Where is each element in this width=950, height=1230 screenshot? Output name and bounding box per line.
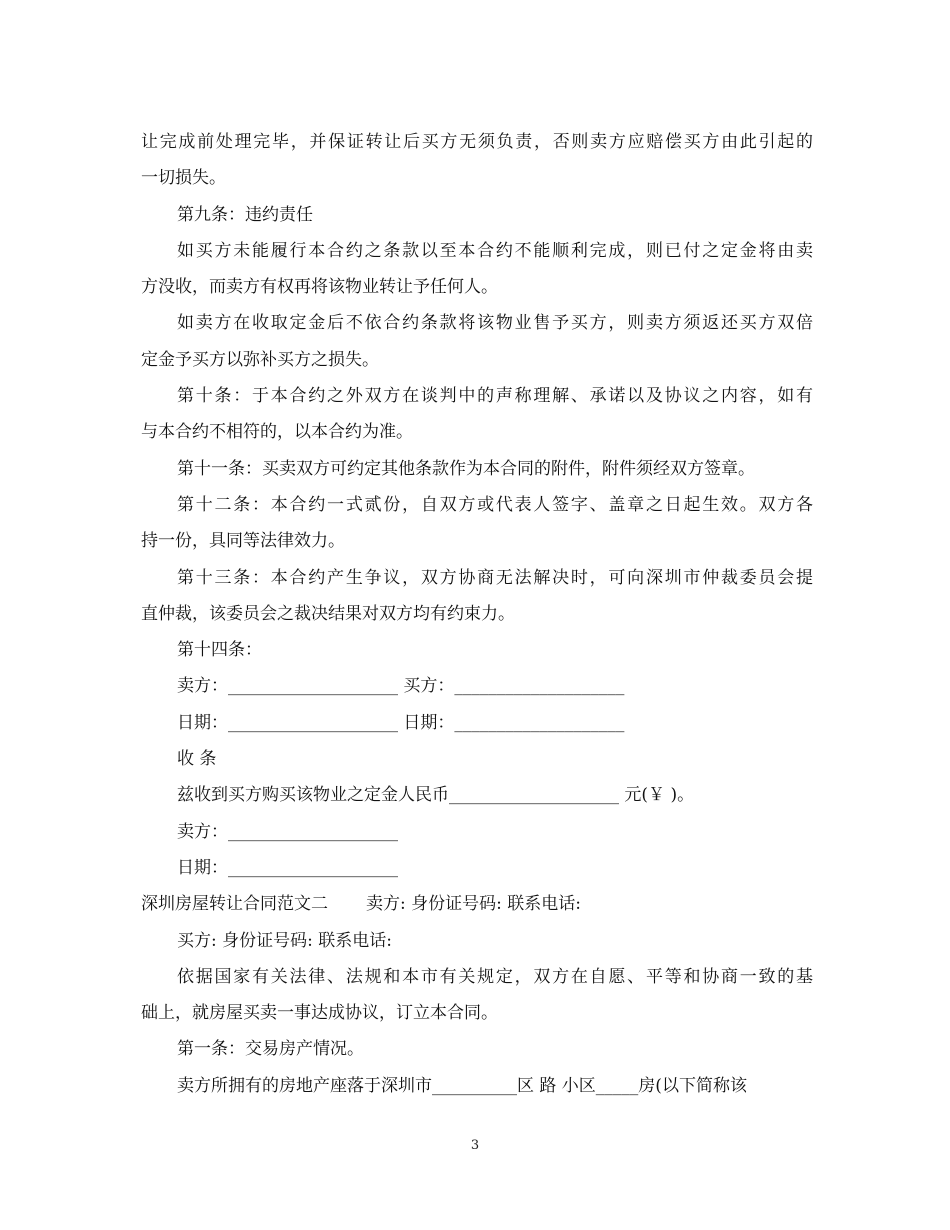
text-line: 与本合约不相符的，以本合约为准。 bbox=[141, 422, 413, 443]
section-title-line bbox=[141, 886, 813, 922]
clause-heading: 第十四条： bbox=[177, 640, 262, 661]
text-line: 卖方所拥有的房地产座落于深圳市__________区 路 小区_____房(以下简称该 bbox=[177, 1075, 747, 1096]
buyer-info: 买方: 身份证号码: 联系电话: bbox=[177, 930, 392, 951]
seller-info: 卖方: 身份证号码: 联系电话: bbox=[366, 894, 581, 915]
text-line: 如卖方在收取定金后不依合约条款将该物业售予买方，则卖方须返还买方双倍 bbox=[177, 313, 813, 334]
text-line: 第十条：于本合约之外双方在谈判中的声称理解、承诺以及协议之内容，如有 bbox=[177, 386, 813, 407]
text-line: 直仲裁，该委员会之裁决结果对双方均有约束力。 bbox=[141, 603, 515, 624]
clause-heading: 第一条：交易房产情况。 bbox=[177, 1039, 364, 1060]
document-body bbox=[141, 124, 813, 1104]
page-number: 3 bbox=[470, 1138, 480, 1153]
text-line: 定金予买方以弥补买方之损失。 bbox=[141, 349, 379, 370]
signature-line-dates: 日期：____________________ 日期：____________________ bbox=[177, 712, 625, 733]
text-line: 让完成前处理完毕，并保证转让后买方无须负责，否则卖方应赔偿买方由此引起的 bbox=[141, 132, 813, 152]
receipt-heading: 收 条 bbox=[177, 749, 217, 770]
receipt-text: 兹收到买方购买该物业之定金人民币____________________ 元(￥ )。 bbox=[177, 785, 695, 806]
receipt-date-line: 日期：____________________ bbox=[177, 857, 398, 878]
signature-line-seller-buyer: 卖方：____________________ 买方：____________________ bbox=[177, 676, 625, 697]
text-line: 第十一条：买卖双方可约定其他条款作为本合同的附件，附件须经双方签章。 bbox=[177, 458, 755, 479]
text-line: 方没收，而卖方有权再将该物业转让予任何人。 bbox=[141, 277, 498, 298]
receipt-seller-line: 卖方：____________________ bbox=[177, 821, 398, 842]
text-line: 础上，就房屋买卖一事达成协议，订立本合同。 bbox=[141, 1003, 498, 1024]
text-line: 第十三条：本合约产生争议，双方协商无法解决时，可向深圳市仲裁委员会提 bbox=[177, 567, 813, 588]
text-line: 如买方未能履行本合约之条款以至本合约不能顺利完成，则已付之定金将由卖 bbox=[177, 240, 813, 261]
clause-heading: 第九条：违约责任 bbox=[177, 204, 313, 225]
section-title: 深圳房屋转让合同范文二 bbox=[141, 894, 328, 915]
text-line: 一切损失。 bbox=[141, 168, 226, 189]
text-line: 持一份，具同等法律效力。 bbox=[141, 531, 345, 552]
text-line: 依据国家有关法律、法规和本市有关规定，双方在自愿、平等和协商一致的基 bbox=[177, 966, 813, 987]
text-line: 第十二条：本合约一式贰份，自双方或代表人签字、盖章之日起生效。双方各 bbox=[177, 494, 813, 515]
